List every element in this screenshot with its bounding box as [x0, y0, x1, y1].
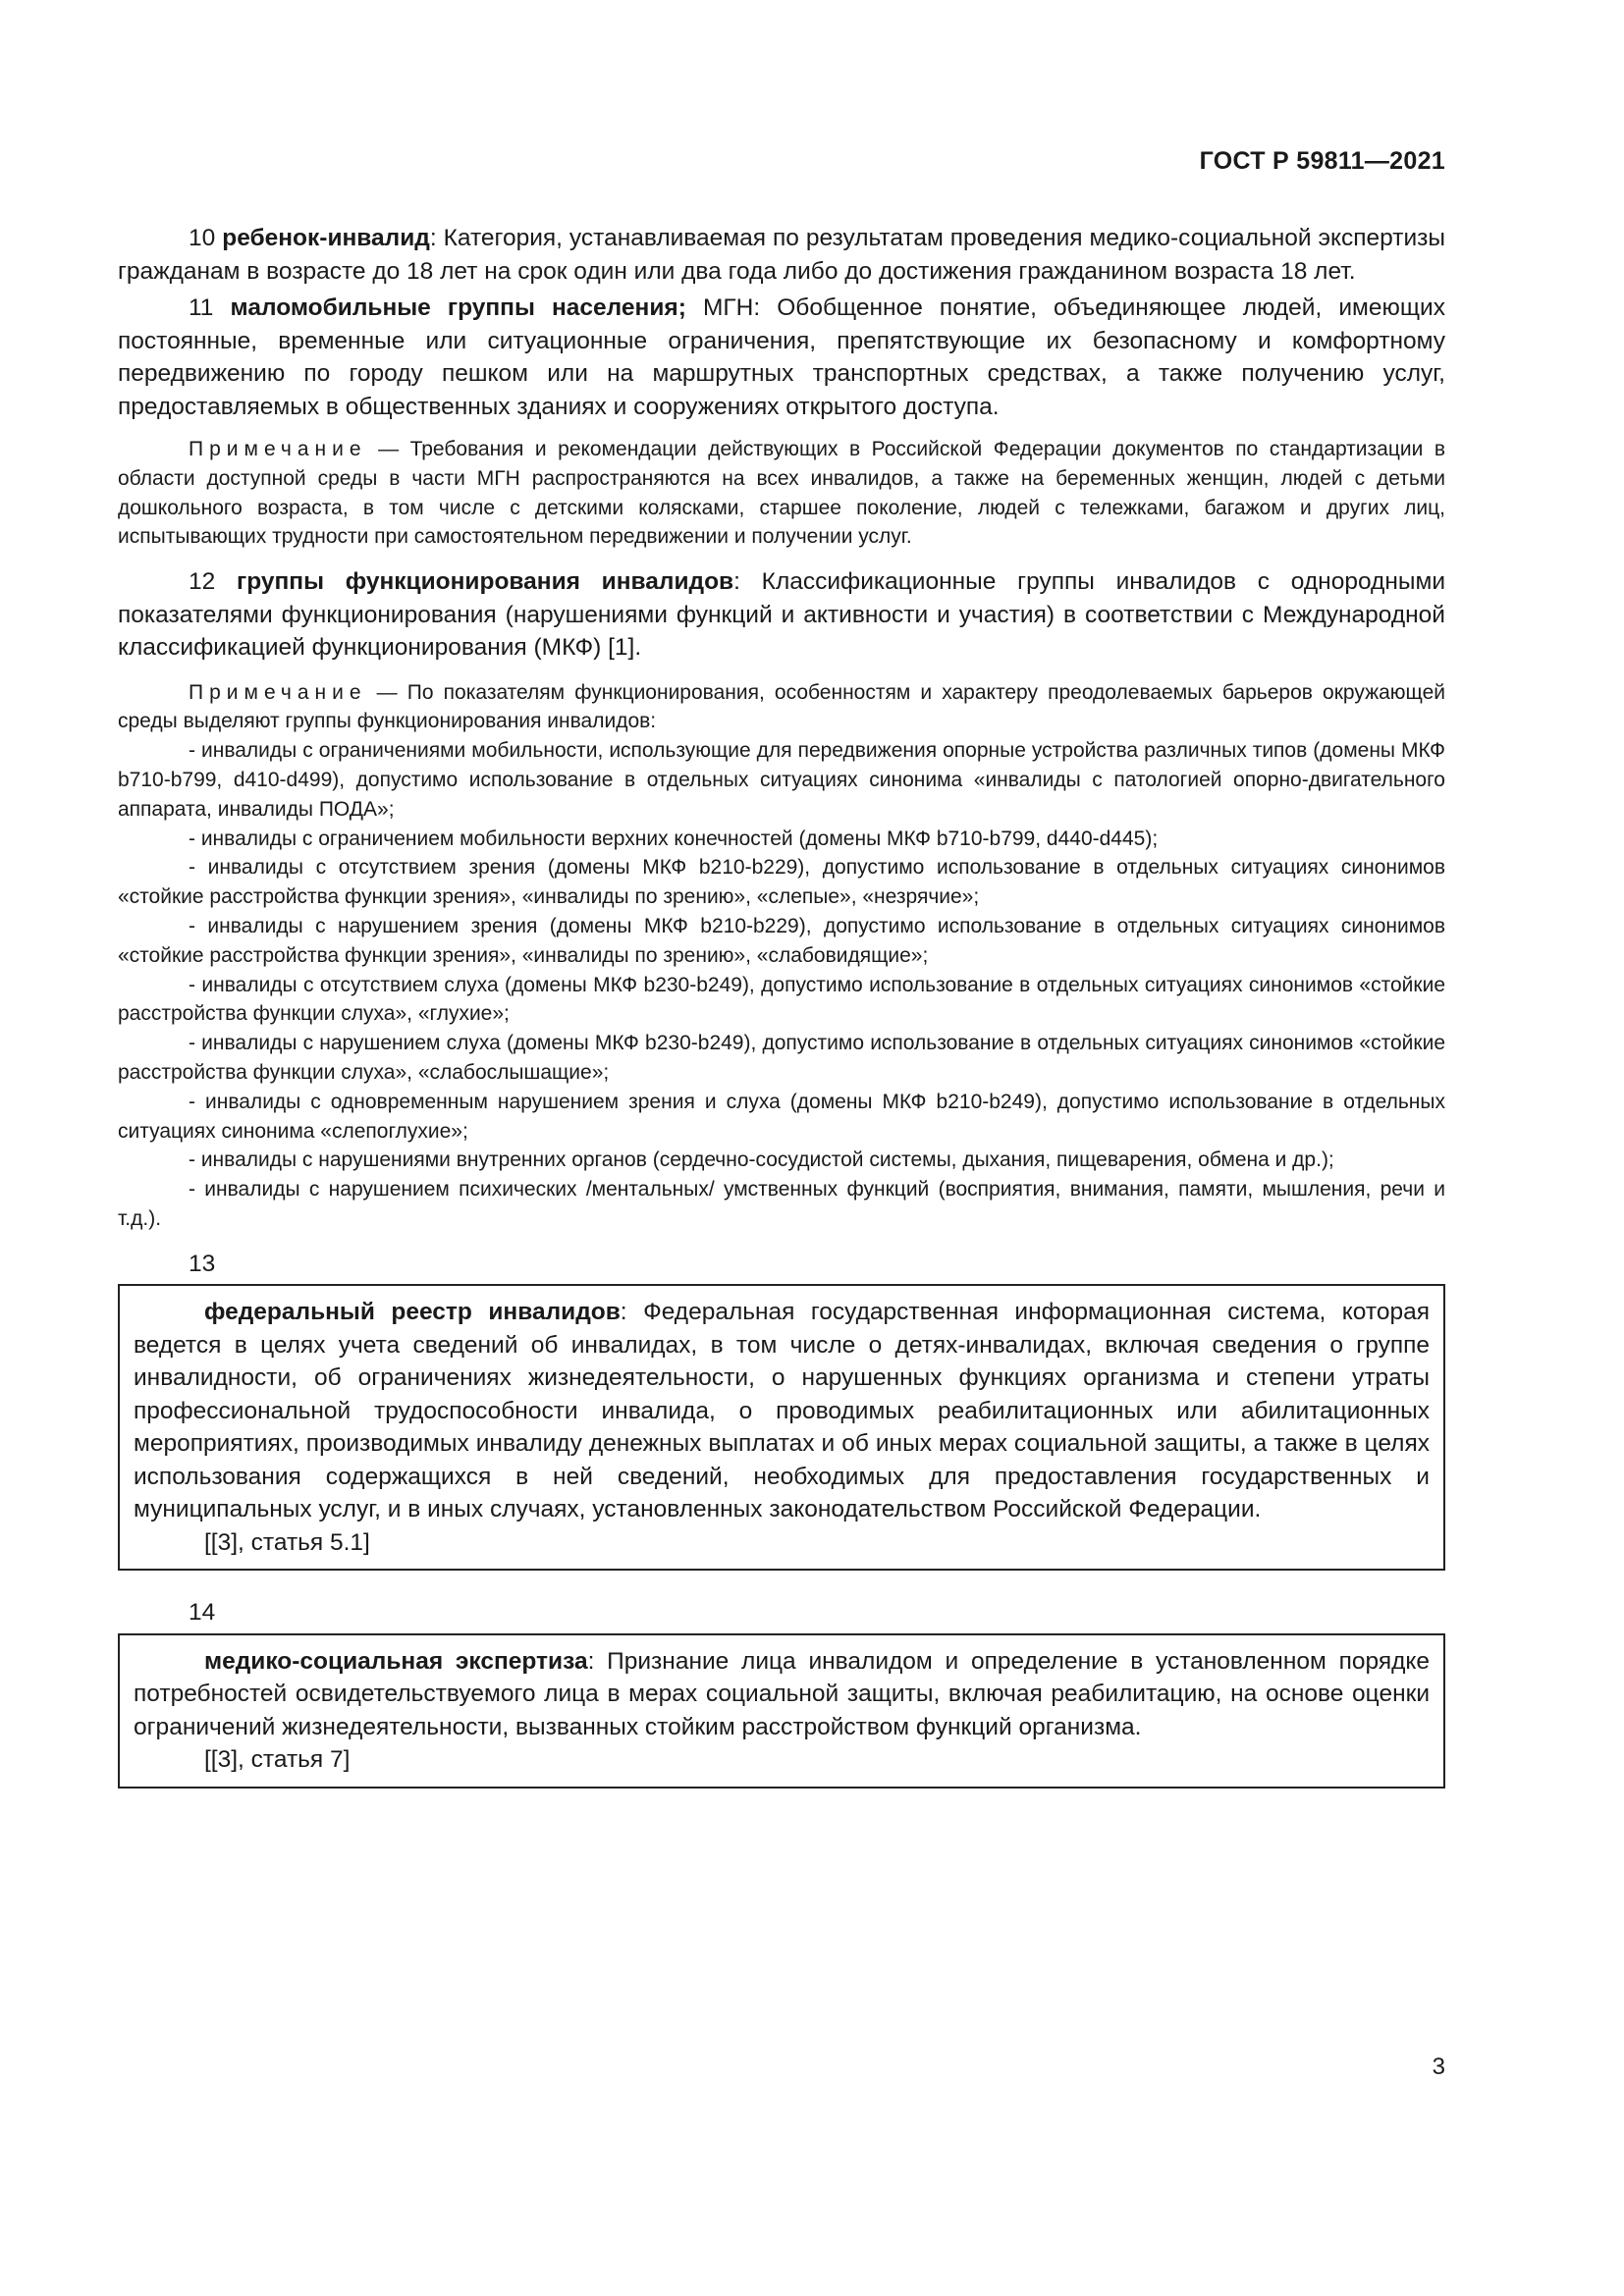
document-code-header: ГОСТ Р 59811—2021: [1199, 147, 1445, 175]
note-intro: — По показателям функционирования, особенностям и характеру преодолеваемых барьеров окружающей среды выделяют группы функционирования инвалидов:: [118, 680, 1445, 733]
term-name: федеральный реестр инвалидов: [204, 1299, 621, 1326]
term-separator: :: [429, 225, 437, 251]
term-12: [118, 565, 1445, 665]
term-number: 11: [189, 294, 214, 321]
term-name: медико-социальная экспертиза: [204, 1647, 588, 1675]
term-13-reference: [[3], статья 5.1]: [204, 1528, 370, 1556]
page-number: 3: [1432, 2054, 1445, 2080]
term-number: 12: [189, 568, 216, 596]
list-item: - инвалиды с отсутствием слуха (домены МКФ b230-b249), допустимо использование в отдельных ситуациях синонимов «стойкие расстройства функции слуха», «глухие»;: [118, 973, 1445, 1026]
list-item: - инвалиды с нарушениями внутренних органов (сердечно-сосудистой системы, дыхания, пищеварения, обмена и др.);: [189, 1148, 1334, 1172]
term-definition: : Классификационные группы инвалидов с однородными показателями функционирования (нарушениями функций и активности и участия) в соответствии с Международной классификацией функционирования (МКФ) [1].: [118, 568, 1446, 662]
term-11: [118, 292, 1445, 423]
term-definition: : Признание лица инвалидом и определение в установленном порядке потребностей освидетельствуемого лица в мерах социальной защиты, включая реабилитацию, на основе оценки ограничений жизнедеятельности, вызванных стойким расстройством функций организма.: [134, 1647, 1431, 1740]
term-14-number: 14: [189, 1599, 216, 1627]
list-item: - инвалиды с нарушением зрения (домены МКФ b210-b229), допустимо использование в отдельных ситуациях синонимов «стойкие расстройства функции зрения», «инвалиды по зрению», «слабовидящие»;: [118, 915, 1445, 967]
list-item: - инвалиды с ограничением мобильности верхних конечностей (домены МКФ b710-b799, d440-d445);: [189, 827, 1159, 850]
term-definition: : Федеральная государственная информационная система, которая ведется в целях учета сведений об инвалидах, в том числе о детях-инвалидах, включая сведения о группе инвалидности, об ограничениях жизнедеятельности, о нарушенных функциях организма и степени утраты профессиональной трудоспособности инвалида, о проводимых реабилитационных или абилитационных мероприятиях, производимых инвалиду денежных выплатах и об иных мерах социальной защиты, а также в целях использования содержащихся в ней сведений, необходимых для предоставления государственных и муниципальных услуг, и в иных случаях, установленных законодательством Российской Федерации.: [134, 1299, 1430, 1523]
list-item: - инвалиды с одновременным нарушением зрения и слуха (домены МКФ b210-b249), допустимо использование в отдельных ситуациях синонима «слепоглухие»;: [118, 1090, 1445, 1143]
page-content: [118, 222, 1445, 1789]
note-label: Примечание: [189, 438, 367, 460]
note-mgn: [118, 435, 1445, 552]
note-text: — Требования и рекомендации действующих в Российской Федерации документов по стандартизации в области доступной среды в части МГН распространяются на всех инвалидов, а также на беременных женщин, людей с детьми дошкольного возраста, в том числе с детскими колясками, старшее поколение, людей с тележками, багажом и других лиц, испытывающих трудности при самостоятельном передвижении и получении услуг.: [118, 438, 1445, 549]
list-item: - инвалиды с отсутствием зрения (домены МКФ b210-b229), допустимо использование в отдельных ситуациях синонимов «стойкие расстройства функции зрения», «инвалиды по зрению», «слепые», «незрячие»;: [118, 856, 1445, 909]
term-definition: Категория, устанавливаемая по результатам проведения медико-социальной экспертизы гражданам в возрасте до 18 лет на срок один или два года либо до достижения гражданином возраста 18 лет.: [118, 225, 1445, 285]
term-name: маломобильные группы населения;: [230, 294, 686, 321]
term-definition: МГН: Обобщенное понятие, объединяющее людей, имеющих постоянные, временные или ситуационные ограничения, препятствующие их безопасному и комфортному передвижению по городу пешком или на маршрутных транспортных средствах, а также получению услуг, предоставляемых в общественных зданиях и сооружениях открытого доступа.: [118, 294, 1445, 420]
term-10: [118, 222, 1445, 288]
term-14-reference: [[3], статья 7]: [204, 1746, 351, 1774]
term-13-box: [118, 1284, 1445, 1571]
term-13: [134, 1296, 1430, 1526]
term-name: группы функционирования инвалидов: [237, 568, 734, 596]
term-14-box: [118, 1633, 1445, 1789]
term-13-number: 13: [189, 1250, 216, 1277]
note-functioning-groups: [118, 678, 1445, 1234]
note-label: Примечание: [189, 680, 367, 704]
term-name: ребенок-инвалид: [222, 225, 430, 251]
list-item: - инвалиды с ограничениями мобильности, использующие для передвижения опорные устройства различных типов (домены МКФ b710-b799, d410-d499), допустимо использование в отдельных ситуациях синонима «инвалиды с патологией опорно-двигательного аппарата, инвалиды ПОДА»;: [118, 739, 1445, 821]
list-item: - инвалиды с нарушением слуха (домены МКФ b230-b249), допустимо использование в отдельных ситуациях синонимов «стойкие расстройства функции слуха», «слабослышащие»;: [118, 1032, 1445, 1085]
list-item: - инвалиды с нарушением психических /ментальных/ умственных функций (восприятия, внимания, памяти, мышления, речи и т.д.).: [118, 1178, 1445, 1231]
term-number: 10: [189, 225, 216, 251]
term-14: [134, 1645, 1430, 1744]
